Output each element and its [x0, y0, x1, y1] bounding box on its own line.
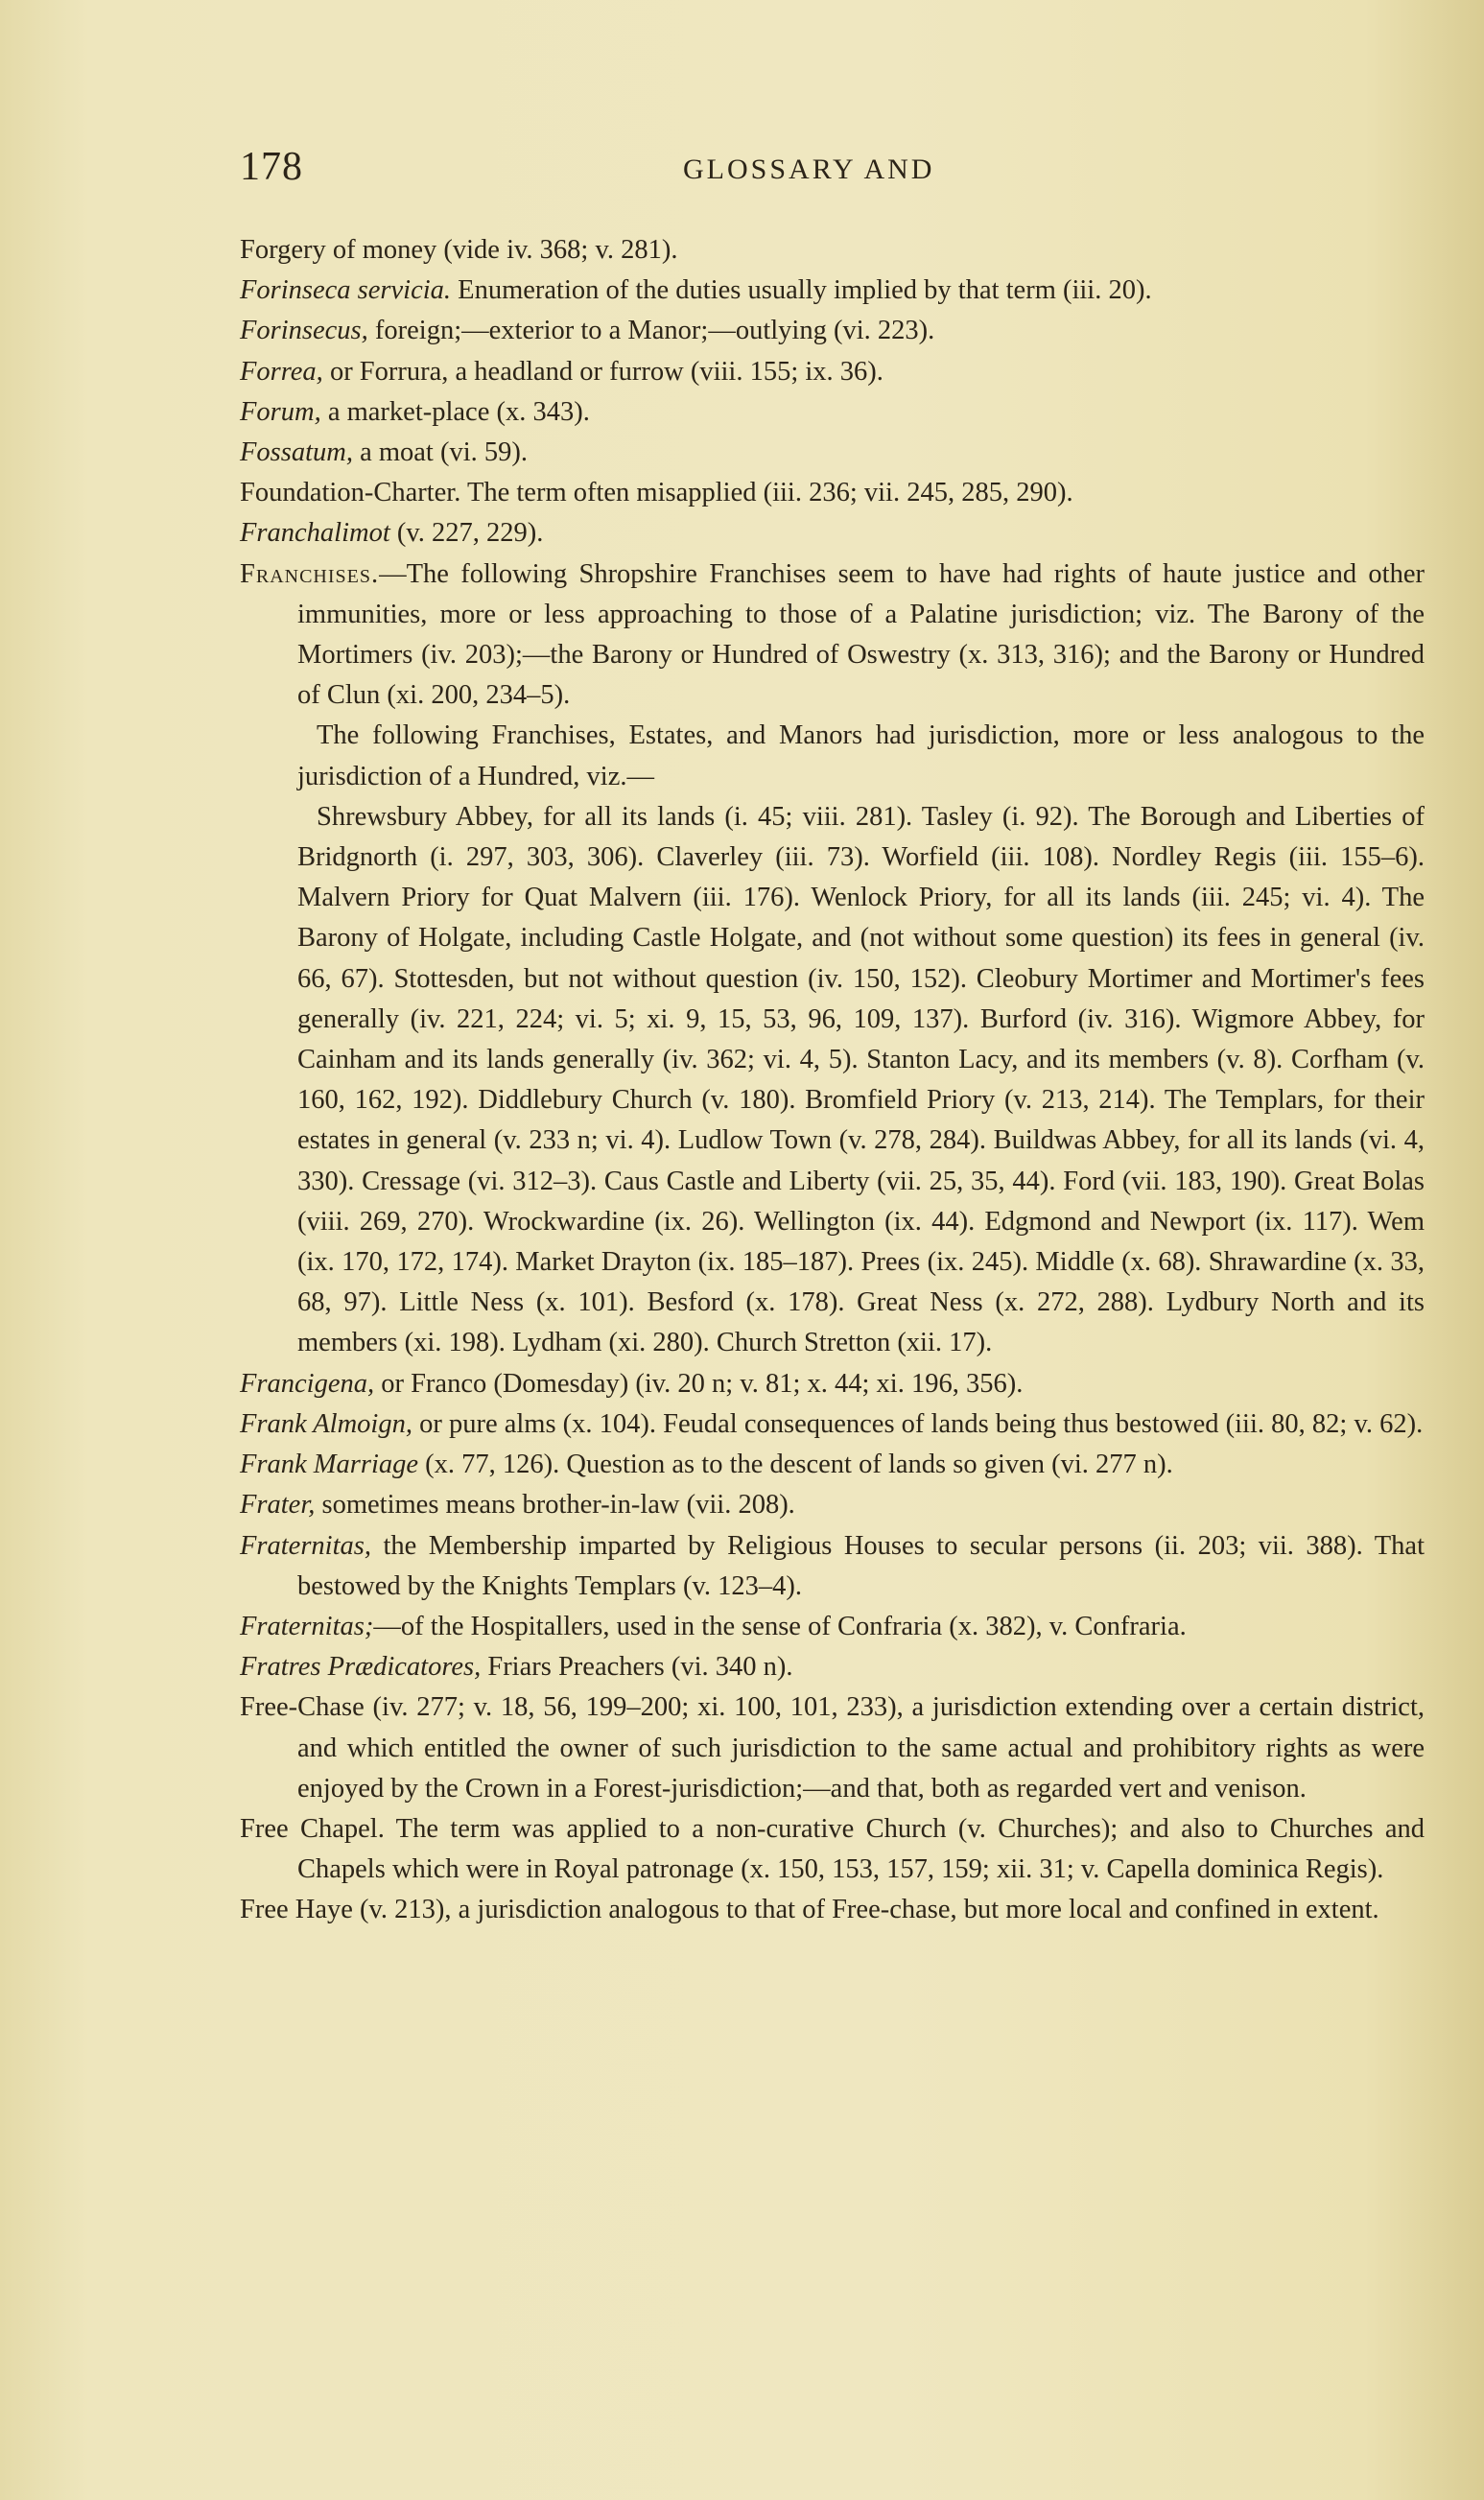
- entry-term: Frank Almoign,: [240, 1408, 412, 1439]
- entry-term: Franchises.: [240, 558, 380, 589]
- glossary-entry: [240, 1526, 1425, 1607]
- entry-text: or pure alms (x. 104). Feudal consequences of lands being thus bestowed (iii. 80, 82; v. 62).: [412, 1408, 1424, 1439]
- entry-term: Forrea,: [240, 356, 323, 387]
- entry-text: Free Chapel. The term was applied to a non-curative Church (v. Churches); and also to Churches and Chapels which were in Royal patronage (x. 150, 153, 157, 159; xii. 31; v. Capella dominica Regis).: [240, 1813, 1425, 1885]
- glossary-paragraph: [240, 797, 1425, 1364]
- entry-text: The following Franchises, Estates, and Manors had jurisdiction, more or less analogous to the jurisdiction of a Hundred, viz.—: [297, 720, 1425, 791]
- entry-text: Foundation-Charter. The term often misapplied (iii. 236; vii. 245, 285, 290).: [240, 478, 1073, 508]
- glossary-entry: [240, 1607, 1425, 1647]
- glossary-entry: [240, 1809, 1425, 1890]
- entry-term: Fraternitas,: [240, 1530, 371, 1561]
- glossary-entry: [240, 554, 1425, 717]
- glossary-entry: [240, 271, 1425, 311]
- page-number: 178: [240, 145, 303, 189]
- glossary-paragraph: [240, 716, 1425, 796]
- glossary-entry: [240, 1404, 1425, 1445]
- glossary-entry: [240, 513, 1425, 554]
- entry-text: Free Haye (v. 213), a jurisdiction analogous to that of Free-chase, but more local and confined in extent.: [240, 1895, 1379, 1925]
- entry-term: Forum,: [240, 396, 321, 427]
- entry-text: a moat (vi. 59).: [352, 437, 529, 468]
- entry-term: Fossatum,: [240, 437, 353, 468]
- entry-term: Frank Marriage: [240, 1450, 419, 1480]
- entry-text: (v. 227, 229).: [389, 518, 544, 549]
- entry-term: Franchalimot: [240, 518, 390, 549]
- entry-text: a market-place (x. 343).: [320, 396, 590, 427]
- glossary-entry: [240, 311, 1425, 351]
- glossary-entry: [240, 352, 1425, 392]
- entry-term: Francigena,: [240, 1368, 375, 1399]
- glossary-entry: [240, 1890, 1425, 1930]
- entry-text: sometimes means brother-in-law (vii. 208).: [315, 1490, 795, 1521]
- entry-text: Shrewsbury Abbey, for all its lands (i. 45; viii. 281). Tasley (i. 92). The Borough and Liberties of Bridgnorth (i. 297, 303, 306). Claverley (iii. 73). Worfield (iii. 108). Nordley Regis (iii. 155–6). Malvern Priory for Quat Malvern (iii. 176). Wenlock Priory, for all its lands (iii. 245; vi. 4). The Barony of Holgate, including Castle Holgate, and (not without some question) its fees in general (iv. 66, 67). Stottesden, but not without question (iv. 150, 152). Cleobury Mortimer and Mortimer's fees generally (iv. 221, 224; vi. 5; xi. 9, 15, 53, 96, 109, 137). Burford (iv. 316). Wigmore Abbey, for Cainham and its lands generally (iv. 362; vi. 4, 5). Stanton Lacy, and its members (v. 8). Corfham (v. 160, 162, 192). Diddlebury Church (v. 180). Bromfield Priory (v. 213, 214). The Templars, for their estates in general (v. 233 n; vi. 4). Ludlow Town (v. 278, 284). Buildwas Abbey, for all its lands (vi. 4, 330). Cressage (vi. 312–3). Caus Castle and Liberty (vii. 25, 35, 44). Ford (vii. 183, 190). Great Bolas (viii. 269, 270). Wrockwardine (ix. 26). Wellington (ix. 44). Edgmond and Newport (ix. 117). Wem (ix. 170, 172, 174). Market Drayton (ix. 185–187). Prees (ix. 245). Middle (x. 68). Shrawardine (x. 33, 68, 97). Little Ness (x. 101). Besford (x. 178). Great Ness (x. 272, 288). Lydbury North and its members (xi. 198). Lydham (xi. 280). Church Stretton (xii. 17).: [297, 801, 1425, 1358]
- glossary-body: [240, 230, 1425, 1931]
- running-head: GLOSSARY AND: [683, 153, 935, 185]
- glossary-entry: [240, 1364, 1425, 1404]
- page-header: [240, 144, 1420, 192]
- entry-text: foreign;—exterior to a Manor;—outlying (vi. 223).: [367, 316, 935, 346]
- entry-text: or Forrura, a headland or furrow (viii. 155; ix. 36).: [322, 356, 883, 387]
- glossary-entry: [240, 230, 1425, 271]
- entry-text: Forgery of money (vide iv. 368; v. 281).: [240, 235, 678, 265]
- entry-term: Frater,: [240, 1490, 316, 1521]
- entry-text: Friars Preachers (vi. 340 n).: [481, 1652, 793, 1683]
- glossary-entry: [240, 473, 1425, 513]
- entry-text: —of the Hospitallers, used in the sense of Confraria (x. 382), v. Confraria.: [373, 1611, 1187, 1641]
- entry-text: or Franco (Domesday) (iv. 20 n; v. 81; x. 44; xi. 196, 356).: [374, 1368, 1024, 1399]
- entry-term: Fraternitas;: [240, 1611, 374, 1641]
- entry-text: Free-Chase (iv. 277; v. 18, 56, 199–200; xi. 100, 101, 233), a jurisdiction extending over a certain district, and which entitled the owner of such jurisdiction to the same actual and prohibitory rights as were enjoyed by the Crown in a Forest-jurisdiction;—and that, both as regarded vert and venison.: [240, 1692, 1425, 1804]
- entry-term: Forinseca servicia.: [240, 275, 452, 306]
- entry-term: Forinsecus,: [240, 316, 368, 346]
- glossary-entry: [240, 1445, 1425, 1485]
- entry-text: the Membership imparted by Religious Houses to secular persons (ii. 203; vii. 388). That bestowed by the Knights Templars (v. 123–4).: [297, 1530, 1425, 1601]
- glossary-entry: [240, 392, 1425, 433]
- entry-text: —The following Shropshire Franchises seem to have had rights of haute justice and other immunities, more or less approaching to those of a Palatine jurisdiction; viz. The Barony of the Mortimers (iv. 203);—the Barony or Hundred of Oswestry (x. 313, 316); and the Barony or Hundred of Clun (xi. 200, 234–5).: [297, 558, 1425, 711]
- entry-text: Enumeration of the duties usually implied by that term (iii. 20).: [451, 275, 1152, 306]
- glossary-entry: [240, 1647, 1425, 1687]
- entry-text: (x. 77, 126). Question as to the descent of lands so given (vi. 277 n).: [418, 1450, 1173, 1480]
- entry-term: Fratres Prædicatores,: [240, 1652, 482, 1683]
- glossary-entry: [240, 1687, 1425, 1809]
- glossary-entry: [240, 1485, 1425, 1525]
- glossary-entry: [240, 433, 1425, 473]
